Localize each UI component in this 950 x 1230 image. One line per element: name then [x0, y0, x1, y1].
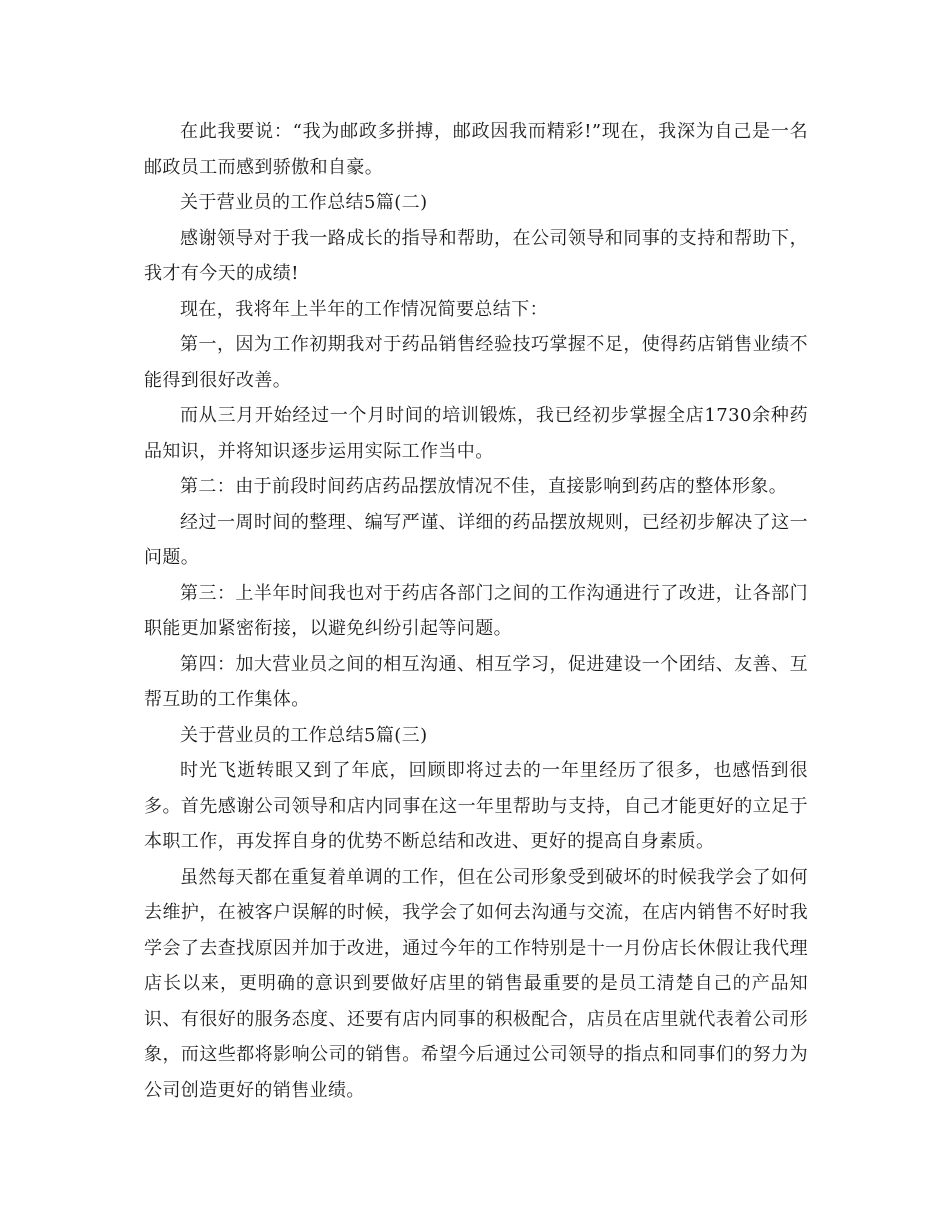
section-heading: 关于营业员的工作总结5篇(二) [180, 192, 428, 213]
paragraph: 虽然每天都在重复着单调的工作，但在公司形象受到破坏的时候我学会了如何去维护，在被客户误解的时候，我学会了如何去沟通与交流，在店内销售不好时我学会了去查找原因并加于改进，通过今年的工作特别是十一月份店长休假让我代理店长以来，更明确的意识到要做好店里的销售最重要的是员工清楚自己的产品知识、有很好的服务态度、还要有店内同事的积极配合，店员在店里就代表着公司形象，而这些都将影响公司的销售。希望今后通过公司领导的指点和同事们的努力为公司创造更好的销售业绩。 [144, 866, 808, 1101]
paragraph: 现在，我将年上半年的工作情况简要总结下： [180, 298, 548, 320]
paragraph: 在此我要说：“我为邮政多拼搏，邮政因我而精彩!”现在，我深为自己是一名邮政员工而感到骄傲和自豪。 [144, 121, 808, 178]
paragraph: 经过一周时间的整理、编写严谨、详细的药品摆放规则，已经初步解决了这一问题。 [144, 511, 808, 568]
paragraph: 时光飞逝转眼又到了年底，回顾即将过去的一年里经历了很多，也感悟到很多。首先感谢公司领导和店内同事在这一年里帮助与支持，自己才能更好的立足于本职工作，再发挥自身的优势不断总结和改进、更好的提高自身素质。 [144, 760, 808, 852]
section-heading: 关于营业员的工作总结5篇(三) [180, 724, 428, 746]
paragraph: 感谢领导对于我一路成长的指导和帮助，在公司领导和同事的支持和帮助下，我才有今天的成绩! [144, 227, 808, 284]
paragraph: 第二：由于前段时间药店药品摆放情况不佳，直接影响到药店的整体形象。 [180, 476, 788, 497]
paragraph: 第四：加大营业员之间的相互沟通、相互学习，促进建设一个团结、友善、互帮互助的工作集体。 [144, 653, 808, 710]
document-page [144, 114, 808, 1108]
paragraph: 而从三月开始经过一个月时间的培训锻炼，我已经初步掌握全店1730余种药品知识，并将知识逐步运用实际工作当中。 [144, 405, 808, 462]
paragraph: 第一，因为工作初期我对于药品销售经验技巧掌握不足，使得药店销售业绩不能得到很好改善。 [144, 334, 808, 391]
paragraph: 第三：上半年时间我也对于药店各部门之间的工作沟通进行了改进，让各部门职能更加紧密衔接，以避免纠纷引起等问题。 [144, 582, 808, 639]
